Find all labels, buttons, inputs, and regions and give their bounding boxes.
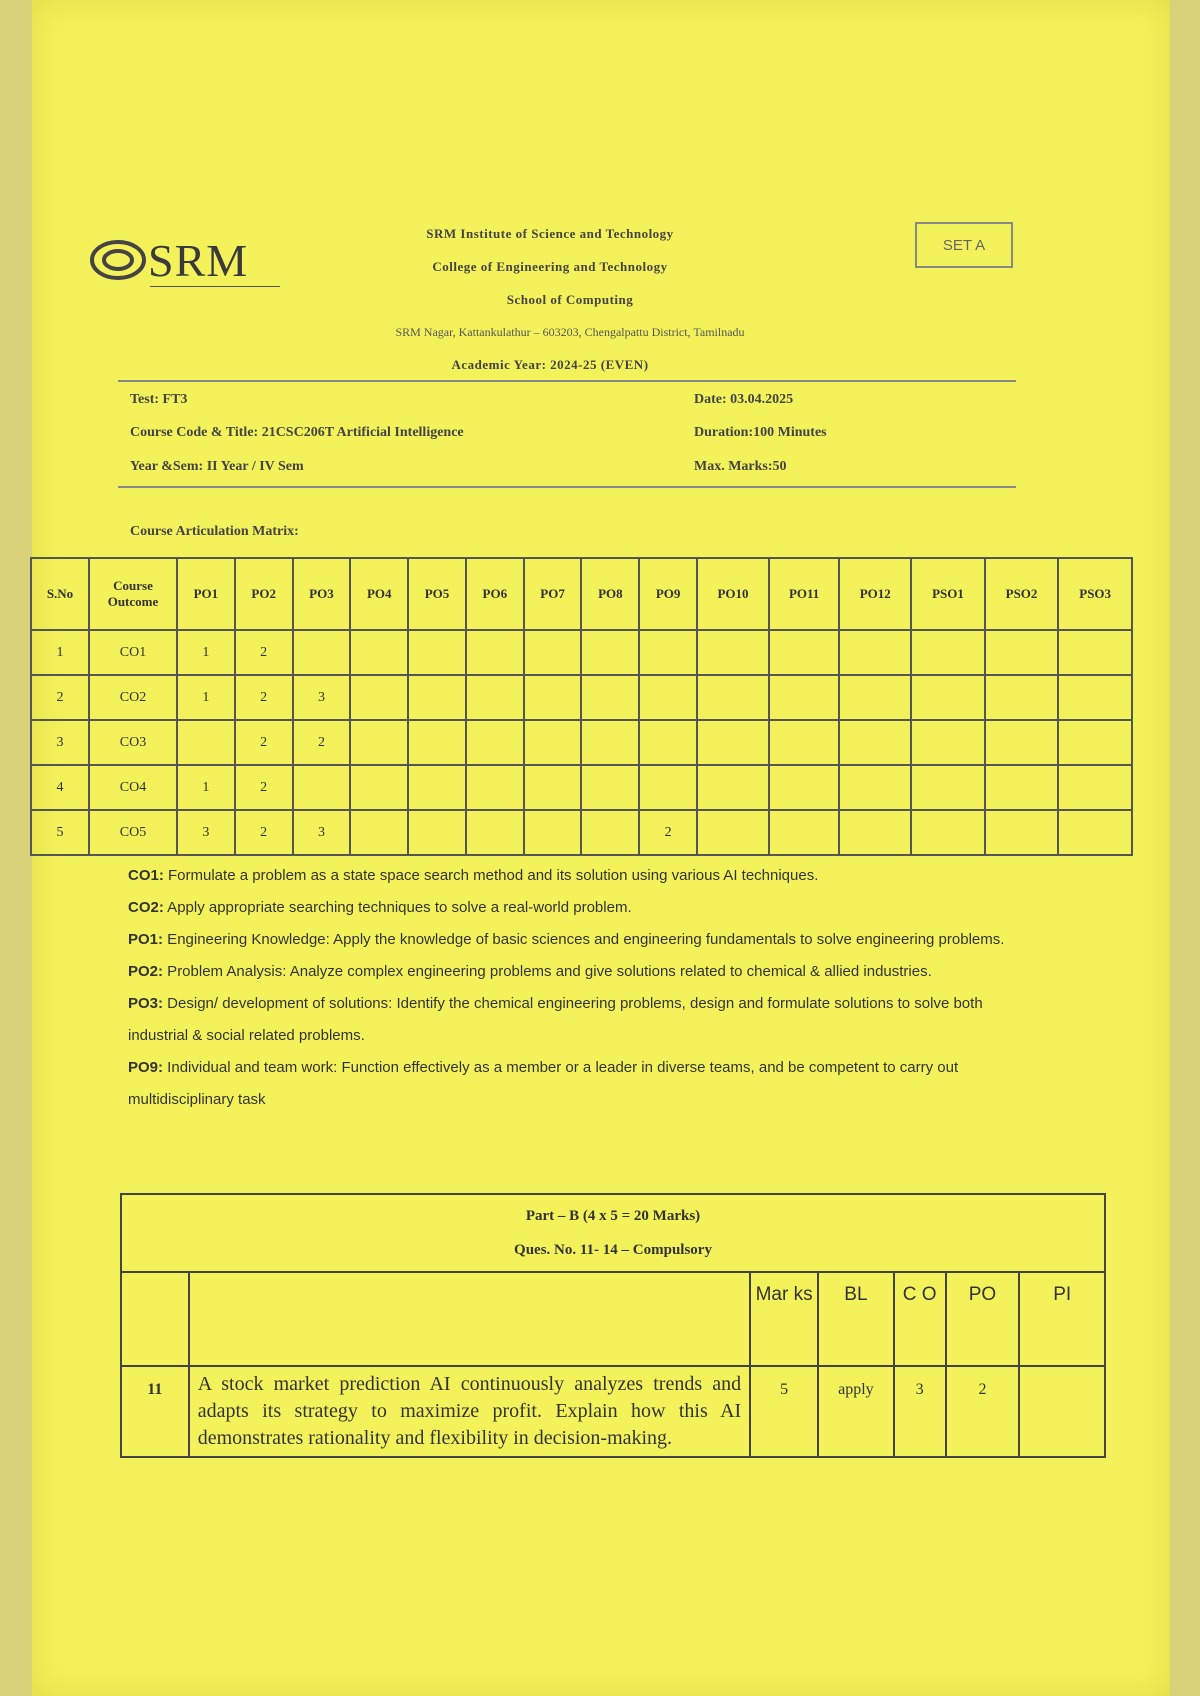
- matrix-cell: CO1: [89, 630, 177, 675]
- matrix-body: [31, 630, 1132, 855]
- matrix-cell: [466, 765, 524, 810]
- srm-emblem-icon: [88, 238, 148, 288]
- matrix-cell: [581, 675, 639, 720]
- matrix-cell: [697, 720, 769, 765]
- po-header: PO: [946, 1272, 1020, 1366]
- matrix-cell: [985, 630, 1059, 675]
- matrix-cell: [911, 765, 985, 810]
- definition-po9: PO9: Individual and team work: Function effectively as a member or a leader in diverse teams, and be competent to carry out multidisciplinary task: [128, 1059, 959, 1108]
- matrix-cell: 2: [235, 630, 293, 675]
- matrix-cell: 1: [31, 630, 89, 675]
- matrix-cell: [839, 675, 911, 720]
- matrix-cell: [350, 720, 408, 765]
- matrix-row: [31, 720, 1132, 765]
- matrix-cell: [985, 765, 1059, 810]
- matrix-cell: [839, 720, 911, 765]
- part-b-subheading: Ques. No. 11- 14 – Compulsory: [514, 1242, 712, 1258]
- set-badge: SET A: [915, 222, 1013, 268]
- question-row: [121, 1366, 1105, 1457]
- question-number: 11: [121, 1366, 189, 1457]
- matrix-header-row: [31, 558, 1132, 630]
- matrix-cell: CO4: [89, 765, 177, 810]
- matrix-header: PO6: [466, 558, 524, 630]
- matrix-row: [31, 765, 1132, 810]
- test-name: Test: FT3: [130, 392, 188, 407]
- question-pi: [1019, 1366, 1105, 1457]
- matrix-cell: [639, 675, 697, 720]
- definition-co1: CO1: Formulate a problem as a state space search method and its solution using various AI techniques.: [128, 867, 819, 884]
- co-header: C O: [894, 1272, 946, 1366]
- matrix-cell: [697, 810, 769, 855]
- matrix-header: PO1: [177, 558, 235, 630]
- exam-date: Date: 03.04.2025: [694, 392, 794, 407]
- matrix-cell: [466, 810, 524, 855]
- matrix-cell: [1058, 675, 1132, 720]
- matrix-cell: [408, 630, 466, 675]
- matrix-cell: [985, 675, 1059, 720]
- matrix-cell: [581, 630, 639, 675]
- matrix-cell: [639, 630, 697, 675]
- matrix-cell: [639, 720, 697, 765]
- question-co: 3: [894, 1366, 946, 1457]
- divider-bottom: [118, 486, 1016, 488]
- matrix-header: PO10: [697, 558, 769, 630]
- matrix-header: PO8: [581, 558, 639, 630]
- marks-header: Mar ks: [750, 1272, 818, 1366]
- matrix-cell: [639, 765, 697, 810]
- matrix-cell: [985, 810, 1059, 855]
- matrix-cell: [1058, 720, 1132, 765]
- matrix-cell: [408, 675, 466, 720]
- bl-header: BL: [818, 1272, 894, 1366]
- school-name: School of Computing: [506, 292, 634, 307]
- question-po: 2: [946, 1366, 1020, 1457]
- part-b-heading: Part – B (4 x 5 = 20 Marks): [525, 1208, 701, 1224]
- matrix-cell: [408, 720, 466, 765]
- question-marks: 5: [750, 1366, 818, 1457]
- matrix-cell: [985, 720, 1059, 765]
- max-marks: Max. Marks:50: [694, 459, 787, 474]
- matrix-cell: [911, 675, 985, 720]
- definition-po1: PO1: Engineering Knowledge: Apply the knowledge of basic sciences and engineering fundamentals to solve engineering problems.: [128, 931, 1005, 948]
- matrix-cell: [1058, 630, 1132, 675]
- matrix-cell: [524, 675, 582, 720]
- logo-underline: [150, 286, 280, 287]
- matrix-cell: [350, 765, 408, 810]
- institute-name: SRM Institute of Science and Technology: [426, 226, 674, 241]
- matrix-row: [31, 810, 1132, 855]
- matrix-cell: [1058, 765, 1132, 810]
- year-sem: Year &Sem: II Year / IV Sem: [130, 459, 304, 474]
- matrix-header: Course Outcome: [89, 558, 177, 630]
- matrix-cell: [408, 810, 466, 855]
- matrix-cell: 3: [177, 810, 235, 855]
- matrix-cell: [911, 630, 985, 675]
- matrix-cell: [293, 765, 351, 810]
- matrix-cell: 2: [293, 720, 351, 765]
- matrix-cell: [839, 630, 911, 675]
- part-b-table: [120, 1193, 1106, 1458]
- matrix-cell: [581, 810, 639, 855]
- matrix-cell: 3: [293, 675, 351, 720]
- matrix-header: PO11: [769, 558, 839, 630]
- matrix-cell: [293, 630, 351, 675]
- matrix-cell: [524, 720, 582, 765]
- qno-header: [121, 1272, 189, 1366]
- matrix-cell: [911, 720, 985, 765]
- definition-co2: CO2: Apply appropriate searching techniques to solve a real-world problem.: [128, 899, 632, 916]
- matrix-cell: [769, 765, 839, 810]
- matrix-cell: [769, 630, 839, 675]
- matrix-cell: [350, 630, 408, 675]
- matrix-cell: [466, 675, 524, 720]
- address: SRM Nagar, Kattankulathur – 603203, Chengalpattu District, Tamilnadu: [395, 325, 745, 339]
- matrix-cell: [697, 630, 769, 675]
- matrix-cell: 1: [177, 630, 235, 675]
- definition-po2: PO2: Problem Analysis: Analyze complex engineering problems and give solutions related to chemical & allied industries.: [128, 963, 932, 980]
- matrix-cell: 2: [639, 810, 697, 855]
- matrix-cell: 3: [293, 810, 351, 855]
- matrix-cell: [466, 720, 524, 765]
- matrix-header: PO5: [408, 558, 466, 630]
- pi-header: PI: [1019, 1272, 1105, 1366]
- matrix-cell: CO5: [89, 810, 177, 855]
- matrix-header: PSO2: [985, 558, 1059, 630]
- matrix-cell: 4: [31, 765, 89, 810]
- articulation-matrix: [30, 557, 1133, 856]
- matrix-header: PO12: [839, 558, 911, 630]
- matrix-header: PSO1: [911, 558, 985, 630]
- matrix-cell: [177, 720, 235, 765]
- matrix-cell: [697, 675, 769, 720]
- matrix-cell: [769, 720, 839, 765]
- matrix-header: PO2: [235, 558, 293, 630]
- question-bl: apply: [818, 1366, 894, 1457]
- matrix-cell: 1: [177, 765, 235, 810]
- academic-year: Academic Year: 2024-25 (EVEN): [451, 357, 649, 372]
- matrix-cell: [769, 810, 839, 855]
- matrix-cell: 2: [31, 675, 89, 720]
- question-header: [189, 1272, 750, 1366]
- matrix-cell: [350, 675, 408, 720]
- matrix-row: [31, 630, 1132, 675]
- matrix-cell: [350, 810, 408, 855]
- matrix-cell: 2: [235, 810, 293, 855]
- matrix-cell: [839, 810, 911, 855]
- matrix-cell: [524, 630, 582, 675]
- outcome-definitions: [128, 860, 1028, 1116]
- college-name: College of Engineering and Technology: [432, 259, 668, 274]
- matrix-row: [31, 675, 1132, 720]
- matrix-cell: 2: [235, 720, 293, 765]
- matrix-cell: [524, 765, 582, 810]
- matrix-cell: CO3: [89, 720, 177, 765]
- matrix-cell: 2: [235, 765, 293, 810]
- part-b-header-row: [121, 1272, 1105, 1366]
- matrix-header: PO3: [293, 558, 351, 630]
- matrix-cell: [581, 720, 639, 765]
- question-text: A stock market prediction AI continuously analyzes trends and adapts its strategy to maximize profit. Explain how this AI demonstrates rationality and flexibility in decision-making.: [189, 1366, 750, 1457]
- matrix-cell: [1058, 810, 1132, 855]
- matrix-header: PSO3: [1058, 558, 1132, 630]
- matrix-cell: [839, 765, 911, 810]
- matrix-cell: [911, 810, 985, 855]
- matrix-header: PO7: [524, 558, 582, 630]
- matrix-cell: [466, 630, 524, 675]
- matrix-cell: [524, 810, 582, 855]
- matrix-cell: [581, 765, 639, 810]
- matrix-cell: CO2: [89, 675, 177, 720]
- matrix-cell: [697, 765, 769, 810]
- matrix-header: PO4: [350, 558, 408, 630]
- matrix-cell: 2: [235, 675, 293, 720]
- matrix-caption: Course Articulation Matrix:: [130, 524, 299, 539]
- divider-top: [118, 380, 1016, 382]
- logo-text: SRM: [148, 235, 249, 286]
- matrix-cell: 1: [177, 675, 235, 720]
- exam-duration: Duration:100 Minutes: [694, 425, 827, 440]
- definition-po3: PO3: Design/ development of solutions: Identify the chemical engineering problems, design and formulate solutions to solve both industrial & social related problems.: [128, 995, 983, 1044]
- matrix-cell: 5: [31, 810, 89, 855]
- part-b-title: [121, 1194, 1105, 1272]
- matrix-header: S.No: [31, 558, 89, 630]
- matrix-cell: [408, 765, 466, 810]
- srm-logo: [88, 234, 288, 294]
- matrix-header: PO9: [639, 558, 697, 630]
- matrix-cell: 3: [31, 720, 89, 765]
- part-b-title-row: [121, 1194, 1105, 1272]
- matrix-cell: [769, 675, 839, 720]
- course-title: Course Code & Title: 21CSC206T Artificial Intelligence: [130, 425, 464, 440]
